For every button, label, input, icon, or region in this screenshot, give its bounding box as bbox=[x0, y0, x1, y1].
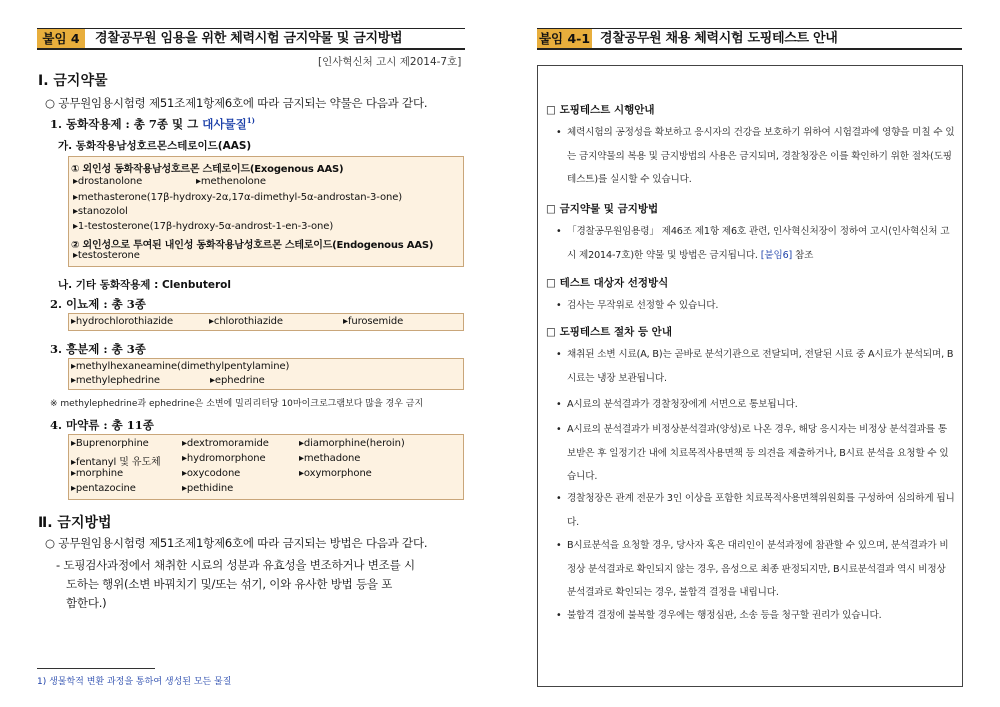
notice-number: [인사혁신처 고시 제2014-7호] bbox=[318, 56, 462, 68]
list-item-text: A시료의 분석결과가 경찰청장에게 서면으로 통보됩니다. bbox=[567, 399, 798, 410]
drug-item: ▸oxycodone bbox=[182, 468, 241, 479]
drug-item: ▸ephedrine bbox=[210, 375, 265, 386]
aas-heading: 가. 동화작용남성호르몬스테로이드(AAS) bbox=[58, 140, 252, 152]
drug-item: ▸dextromoramide bbox=[182, 438, 269, 449]
list-item-text bbox=[556, 220, 956, 267]
list-item bbox=[556, 534, 956, 605]
drug-item: ▸fentanyl 및 유도체 bbox=[71, 457, 161, 468]
aas-box bbox=[68, 156, 464, 267]
stimulants-heading: 3. 흥분제 : 총 3종 bbox=[50, 342, 146, 356]
doping-info-panel bbox=[537, 65, 963, 687]
list-item-text: A시료의 분석결과가 비정상분석결과(양성)로 나온 경우, 해당 응시자는 비정상 분석결과를 통보받은 후 일정기간 내에 치료목적사용면책 등 의견을 제출하거나, B시료 분석을 요청할 수 있습니다. bbox=[567, 424, 949, 482]
bullet: • bbox=[556, 540, 562, 551]
method-line: 함한다.) bbox=[66, 596, 107, 610]
narcotics-box bbox=[68, 434, 464, 500]
reference-suffix: 참조 bbox=[792, 249, 814, 261]
drug-item: ▸Buprenorphine bbox=[71, 438, 149, 449]
drug-item: ▸furosemide bbox=[343, 316, 404, 327]
right-tag: 붙임 4-1 bbox=[538, 31, 591, 46]
other-anabolic: 나. 기타 동화작용제 : Clenbuterol bbox=[58, 279, 231, 291]
list-item bbox=[556, 294, 956, 318]
list-item-text: B시료분석을 요청할 경우, 당사자 혹은 대리인이 분석과정에 참관할 수 있으며, 분석결과가 비정상 분석결과로 확인되지 않는 경우, 음성으로 최종 판정되지만, B시료분석결과 역시 비정상 분석결과로 확인되는 경우, 불합격 결정을 내립니다. bbox=[567, 540, 949, 598]
left-tag: 붙임 4 bbox=[37, 29, 85, 48]
drug-item: ▸pethidine bbox=[182, 483, 234, 494]
drug-item: ▸1-testosterone(17β-hydroxy-5α-androst-1-en-3-one) bbox=[73, 221, 334, 232]
attachment-link[interactable]: [붙임6] bbox=[760, 249, 793, 261]
selection-heading: □ 테스트 대상자 선정방식 bbox=[546, 277, 669, 289]
footnote-ref: 1) bbox=[246, 116, 255, 126]
list-item-text: 체력시험의 공정성을 확보하고 응시자의 건강을 보호하기 위하여 시험결과에 영향을 미칠 수 있는 금지약물의 복용 및 금지방법의 사용은 금지되며, 경찰청장은 이를 확인하기 위한 절차(도핑테스트)를 실시할 수 있습니다. bbox=[567, 127, 955, 185]
list-item bbox=[556, 487, 956, 534]
drug-item: ▸methenolone bbox=[196, 176, 266, 187]
prohibited-text: 「경찰공무원임용령」 제46조 제1항 제6호 관련, 인사혁신처장이 정하여 고시(인사혁신처 고시 제2014-7호)한 약물 및 방법은 금지됩니다. bbox=[567, 226, 950, 261]
drug-item: ▸pentazocine bbox=[71, 483, 136, 494]
intro-methods: ○ 공무원임용시험령 제51조제1항제6호에 따라 금지되는 방법은 다음과 같다. bbox=[45, 536, 428, 550]
list-item bbox=[556, 604, 956, 628]
right-header bbox=[537, 28, 962, 50]
left-header bbox=[37, 28, 465, 50]
section-prohibited-drugs: Ⅰ. 금지약물 bbox=[38, 73, 108, 89]
bullet: • bbox=[556, 610, 562, 621]
bullet: • bbox=[556, 349, 562, 360]
left-title: 경찰공무원 임용을 위한 체력시험 금지약물 및 금지방법 bbox=[95, 31, 403, 46]
anabolic-heading bbox=[50, 116, 255, 132]
drug-item: ▸stanozolol bbox=[73, 206, 128, 217]
drug-item: ▸hydrochlorothiazide bbox=[71, 316, 174, 327]
aas-endogenous-heading: ② 외인성으로 투여된 내인성 동화작용남성호르몬 스테로이드(Endogenous AAS) bbox=[71, 240, 434, 251]
doping-guide-heading: □ 도핑테스트 시행안내 bbox=[546, 104, 655, 116]
drug-item: ▸methylhexaneamine(dimethylpentylamine) bbox=[71, 361, 290, 372]
narcotics-heading: 4. 마약류 : 총 11종 bbox=[50, 418, 154, 432]
bullet: • bbox=[556, 300, 562, 311]
list-item bbox=[556, 393, 956, 417]
intro-drugs: ○ 공무원임용시험령 제51조제1항제6호에 따라 금지되는 약물은 다음과 같다. bbox=[45, 96, 428, 110]
metabolite-text: 대사물질 bbox=[202, 117, 247, 131]
list-item-text: 채취된 소변 시료(A, B)는 곧바로 분석기관으로 전달되며, 전달된 시료 중 A시료가 분석되며, B시료는 냉장 보관됩니다. bbox=[567, 349, 954, 384]
drug-item: ▸drostanolone bbox=[73, 176, 143, 187]
diuretics-heading: 2. 이뇨제 : 총 3종 bbox=[50, 297, 146, 311]
bullet: • bbox=[556, 399, 562, 410]
list-item-text: 검사는 무작위로 선정할 수 있습니다. bbox=[567, 300, 719, 311]
drug-item: ▸diamorphine(heroin) bbox=[299, 438, 405, 449]
method-line: - 도핑검사과정에서 채취한 시료의 성분과 유효성을 변조하거나 변조를 시 bbox=[56, 558, 415, 572]
prohibited-heading: □ 금지약물 및 금지방법 bbox=[546, 203, 659, 215]
list-item-text: 불합격 결정에 불복할 경우에는 행정심판, 소송 등을 청구할 권리가 있습니다. bbox=[567, 610, 882, 621]
right-title: 경찰공무원 채용 체력시험 도핑테스트 안내 bbox=[600, 31, 838, 46]
aas-exogenous-heading: ① 외인성 동화작용남성호르몬 스테로이드(Exogenous AAS) bbox=[71, 164, 344, 175]
drug-item: ▸methasterone(17β-hydroxy-2α,17α-dimethyl-5α-androstan-3-one) bbox=[73, 192, 403, 203]
drug-item: ▸oxymorphone bbox=[299, 468, 372, 479]
drug-item: ▸testosterone bbox=[73, 250, 140, 261]
drug-item: ▸hydromorphone bbox=[182, 453, 266, 464]
stimulants-note: ※ methylephedrine과 ephedrine은 소변에 밀리리터당 10마이크로그램보다 많을 경우 금지 bbox=[50, 399, 424, 409]
drug-item: ▸methadone bbox=[299, 453, 361, 464]
bullet: • bbox=[556, 424, 562, 435]
drug-item: ▸methylephedrine bbox=[71, 375, 160, 386]
bullet: • bbox=[556, 127, 562, 138]
diuretics-box bbox=[68, 313, 464, 331]
list-item bbox=[556, 220, 956, 267]
drug-item: ▸morphine bbox=[71, 468, 124, 479]
bullet: • bbox=[556, 493, 562, 504]
list-item-text: 경찰청장은 관계 전문가 3인 이상을 포함한 치료목적사용면책위원회를 구성하여 심의하게 됩니다. bbox=[567, 493, 955, 528]
anabolic-label: 1. 동화작용제 : 총 7종 및 그 bbox=[50, 117, 199, 131]
footnote-divider bbox=[37, 668, 155, 669]
drug-item: ▸chlorothiazide bbox=[209, 316, 283, 327]
method-line: 도하는 행위(소변 바꿔치기 및/또는 섞기, 이와 유사한 방법 등을 포 bbox=[66, 577, 393, 591]
bullet: • bbox=[556, 226, 562, 237]
stimulants-box bbox=[68, 358, 464, 390]
list-item bbox=[556, 121, 956, 192]
section-prohibited-methods: Ⅱ. 금지방법 bbox=[38, 515, 112, 531]
list-item bbox=[556, 418, 956, 489]
list-item bbox=[556, 343, 956, 390]
procedure-heading: □ 도핑테스트 절차 등 안내 bbox=[546, 326, 672, 338]
footnote: 1) 생물학적 변환 과정을 통하여 생성된 모든 물질 bbox=[37, 677, 232, 687]
